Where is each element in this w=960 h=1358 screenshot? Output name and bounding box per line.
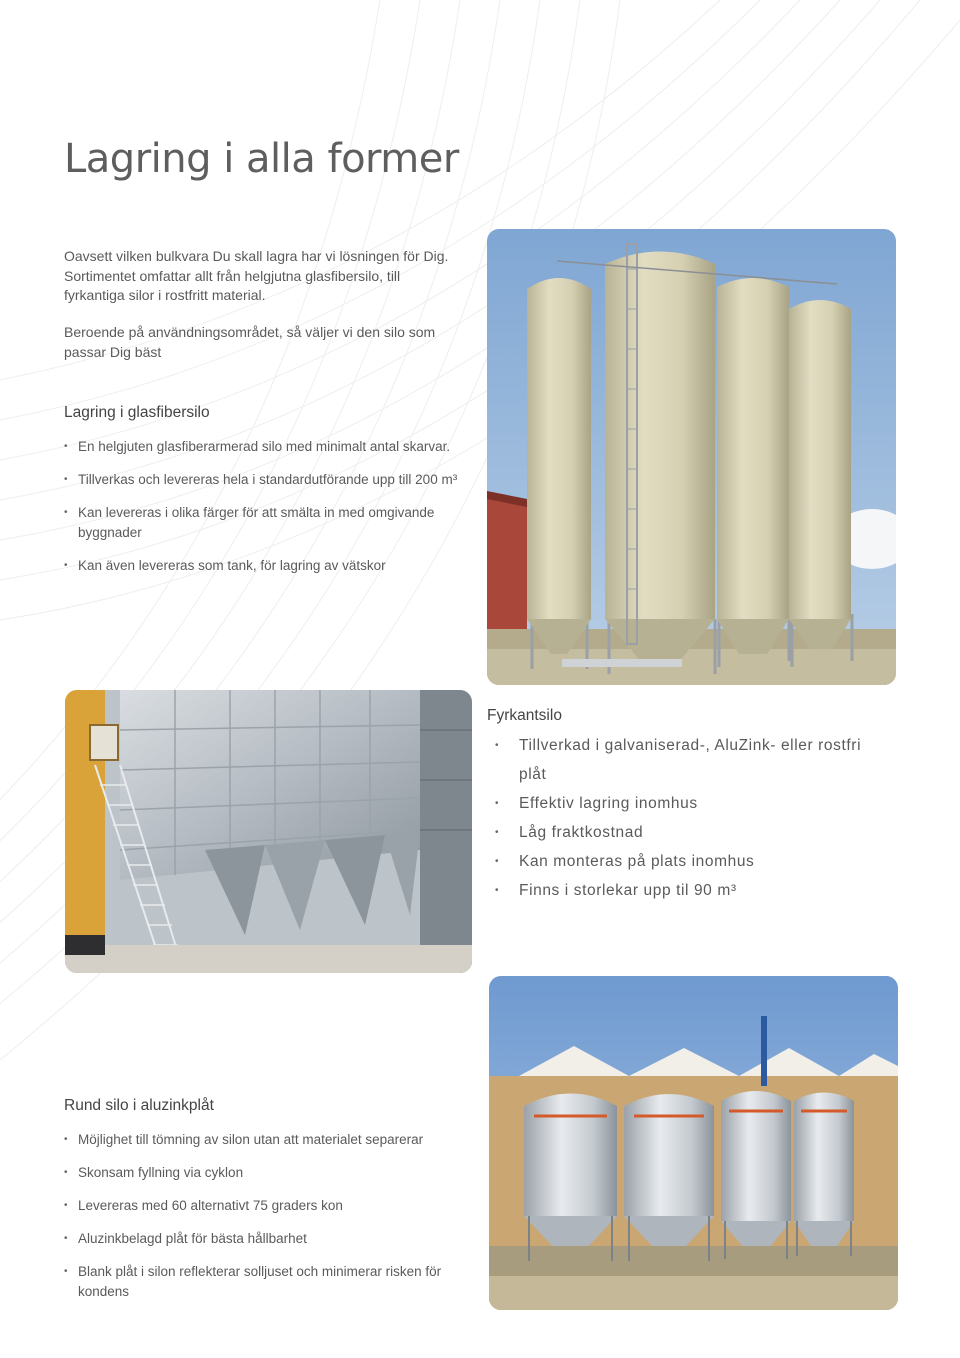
list-item: • Tillverkad i galvaniserad-, AluZink- eller rostfri plåt [487,731,887,789]
fyrkant-list [487,731,887,905]
list-item: • Levereras med 60 alternativt 75 graders kon [64,1196,474,1216]
intro-paragraph: Oavsett vilken bulkvara Du skall lagra har vi lösningen för Dig. Sortimentet omfattar allt från helgjutna glasfibersilo, till fyrkantiga silor i rostfritt material. [64,248,449,303]
list-item: • Aluzinkbelagd plåt för bästa hållbarhet [64,1229,474,1249]
page-title: Lagring i alla former [64,136,459,182]
list-item: • Möjlighet till tömning av silon utan att materialet separerar [64,1130,474,1150]
rund-list [64,1130,474,1301]
list-item: • Skonsam fyllning via cyklon [64,1163,474,1183]
list-item: • Kan även levereras som tank, för lagring av vätskor [64,556,474,576]
list-item: • Kan levereras i olika färger för att smälta in med omgivande byggnader [64,503,458,542]
list-item: • Tillverkas och levereras hela i standardutförande upp till 200 m³ [64,470,474,490]
intro-paragraph-2: Beroende på användningsområdet, så väljer vi den silo som passar Dig bäst [64,324,436,360]
fiberglass-silos-photo [487,229,896,685]
section-heading-rund: Rund silo i aluzinkplåt [64,1097,214,1114]
list-item: • Blank plåt i silon reflekterar solljuset och minimerar risken för kondens [64,1262,473,1301]
list-item: • En helgjuten glasfiberarmerad silo med minimalt antal skarvar. [64,437,474,457]
list-item: • Finns i storlekar upp til 90 m³ [487,876,887,905]
square-silo-photo [65,690,472,973]
glasfiber-list [64,437,474,575]
section-heading-glasfiber: Lagring i glasfibersilo [64,404,210,421]
round-silos-photo [489,976,898,1310]
list-item: • Låg fraktkostnad [487,818,887,847]
section-heading-fyrkant: Fyrkantsilo [487,707,562,724]
list-item: • Effektiv lagring inomhus [487,789,887,818]
list-item: • Kan monteras på plats inomhus [487,847,887,876]
